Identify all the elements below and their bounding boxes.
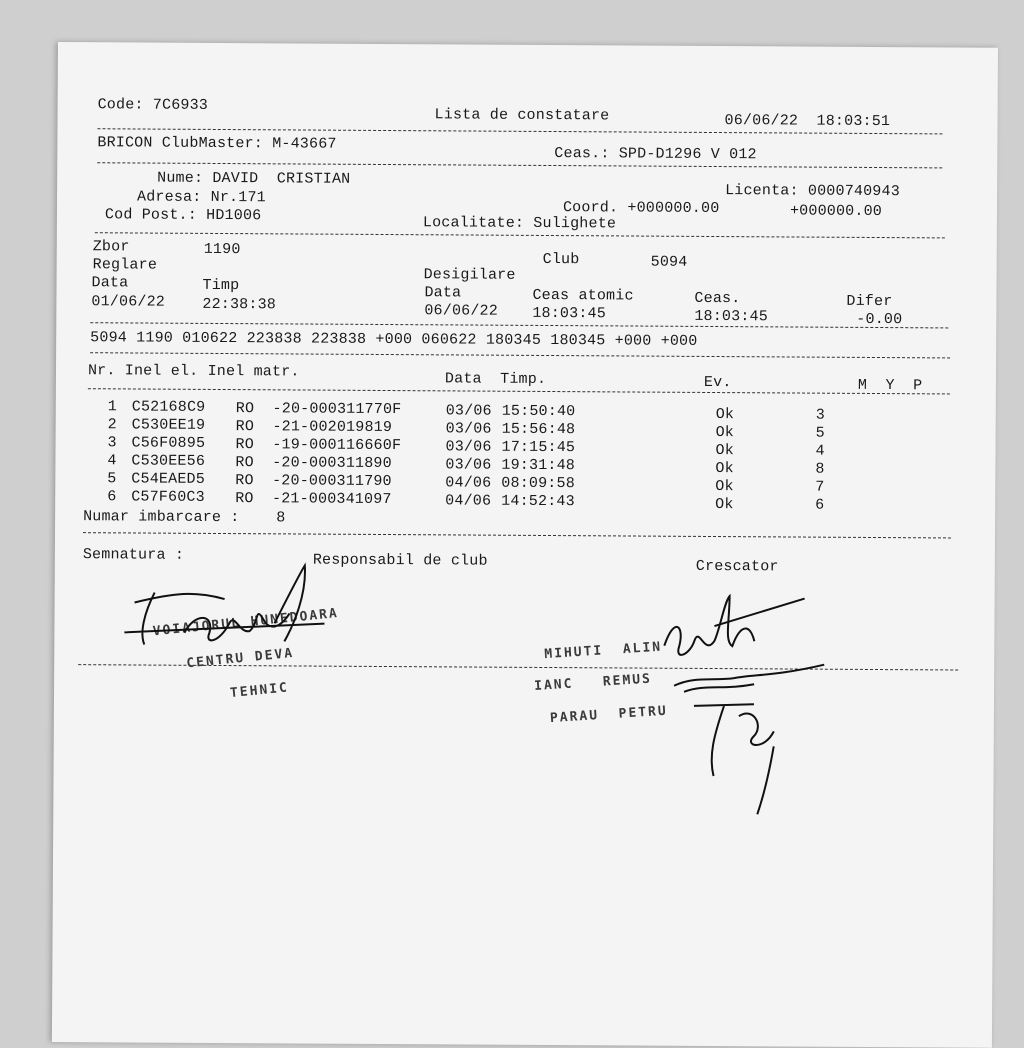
row-number: 4 — [107, 452, 117, 470]
row-registration-ring: RO -21-000341097 — [235, 489, 392, 508]
row-time: 17:15:45 — [501, 439, 576, 457]
reglare-label: Reglare — [92, 256, 158, 274]
row-date: 03/06 — [445, 438, 492, 456]
col-header-myp: M Y P — [857, 376, 923, 395]
document-title: Lista de constatare — [434, 106, 610, 125]
owner-address: Adresa: Nr.171 — [137, 188, 266, 207]
responsabil-label: Responsabil de club — [312, 551, 488, 570]
row-m: 5 — [815, 424, 825, 442]
signature-label: Semnatura : — [82, 546, 185, 564]
row-number: 1 — [107, 398, 118, 416]
row-number: 2 — [107, 416, 117, 434]
desig-data-label: Data — [424, 284, 462, 302]
row-event: Ok — [715, 495, 734, 513]
row-event: Ok — [715, 405, 735, 423]
coord-b: +000000.00 — [789, 202, 883, 221]
locality: Localitate: Sulighete — [422, 214, 617, 233]
divider — [83, 532, 951, 538]
row-time: 15:50:40 — [501, 403, 576, 421]
row-registration-ring: RO -20-000311890 — [235, 453, 392, 472]
row-electronic-ring: C530EE56 — [131, 452, 206, 471]
row-electronic-ring: C54EAED5 — [131, 470, 206, 489]
ceas-atomic-label: Ceas atomic — [532, 286, 634, 305]
row-registration-ring: RO -20-000311770F — [235, 399, 402, 418]
owner-name: Nume: DAVID CRISTIAN — [157, 169, 351, 188]
row-number: 6 — [107, 488, 117, 506]
print-datetime: 06/06/22 18:03:51 — [724, 112, 891, 131]
ceas-atomic-value: 18:03:45 — [532, 304, 607, 323]
row-time: 15:56:48 — [501, 421, 576, 439]
club-value: 5094 — [650, 253, 688, 271]
desigilare-label: Desigilare — [423, 266, 516, 284]
row-number: 3 — [107, 434, 117, 452]
row-registration-ring: RO -20-000311790 — [235, 471, 392, 490]
reglare-time: 22:38:38 — [202, 295, 277, 314]
col-header-ev: Ev. — [703, 373, 732, 392]
row-electronic-ring: C57F60C3 — [131, 488, 205, 507]
row-date: 04/06 — [445, 492, 492, 510]
row-electronic-ring: C530EE19 — [131, 416, 206, 435]
committee-stamp-line-3: PARAU PETRU — [549, 703, 669, 727]
crescator-label: Crescator — [695, 557, 779, 576]
club-stamp-line-3: TEHNIC — [229, 680, 290, 702]
code-label: Code: 7C6933 — [97, 96, 209, 114]
coord-a: Coord. +000000.00 — [562, 199, 720, 218]
desig-date: 06/06/22 — [424, 302, 499, 320]
divider — [90, 352, 950, 358]
committee-stamp-line-2: IANC REMUS — [533, 671, 653, 695]
club-stamp-line-1: VOIAJORUL HUNEDOARA — [152, 606, 340, 640]
row-time: 19:31:48 — [501, 457, 576, 475]
reglare-date: 01/06/22 — [91, 293, 166, 311]
row-m: 6 — [815, 496, 825, 514]
license-number: Licenta: 0000740943 — [725, 182, 900, 201]
ceas-value: 18:03:45 — [694, 307, 769, 326]
ceas-col-label: Ceas. — [694, 289, 741, 308]
divider — [97, 162, 942, 168]
club-stamp-line-2: CENTRU DEVA — [185, 645, 295, 672]
row-m: 7 — [815, 478, 825, 496]
document-page — [52, 42, 998, 1048]
row-registration-ring: RO -19-000116660F — [235, 435, 402, 454]
clubmaster-label: BRICON ClubMaster: M-43667 — [97, 134, 337, 153]
col-header-datetime: Data Timp. — [444, 370, 547, 388]
row-electronic-ring: C52168C9 — [131, 398, 206, 417]
difer-value: -0.00 — [856, 310, 903, 329]
encoded-line: 5094 1190 010622 223838 223838 +000 060622 180345 180345 +000 +000 — [90, 329, 698, 350]
row-time: 08:09:58 — [501, 475, 575, 493]
zbor-value: 1190 — [203, 240, 241, 259]
ceas-label: Ceas.: SPD-D1296 V 012 — [554, 145, 757, 164]
row-date: 03/06 — [445, 402, 492, 420]
row-date: 03/06 — [445, 420, 492, 438]
row-m: 8 — [815, 460, 825, 478]
reglare-timp-label: Timp — [202, 276, 240, 295]
divider — [88, 388, 950, 394]
row-number: 5 — [107, 470, 117, 488]
row-event: Ok — [715, 423, 735, 441]
row-time: 14:52:43 — [501, 493, 575, 511]
committee-stamp-line-1: MIHUTI ALIN — [543, 639, 663, 663]
row-registration-ring: RO -21-002019819 — [235, 417, 393, 436]
row-event: Ok — [715, 477, 734, 495]
owner-signature — [114, 562, 355, 663]
col-header-rings: Nr. Inel el. Inel matr. — [87, 362, 300, 381]
difer-label: Difer — [846, 292, 893, 311]
breeder-signatures — [653, 586, 834, 817]
reglare-data-label: Data — [91, 274, 129, 292]
divider — [95, 232, 945, 238]
row-date: 04/06 — [445, 474, 492, 492]
club-label: Club — [542, 250, 580, 269]
row-electronic-ring: C56F0895 — [131, 434, 206, 453]
row-event: Ok — [715, 459, 734, 477]
row-m: 3 — [815, 406, 825, 424]
imbarcare-count: Numar imbarcare : 8 — [83, 508, 286, 527]
divider — [90, 322, 948, 328]
row-event: Ok — [715, 441, 734, 459]
row-m: 4 — [815, 442, 825, 460]
zbor-label: Zbor — [92, 238, 130, 256]
owner-postcode: Cod Post.: HD1006 — [104, 206, 262, 225]
row-date: 03/06 — [445, 456, 492, 474]
